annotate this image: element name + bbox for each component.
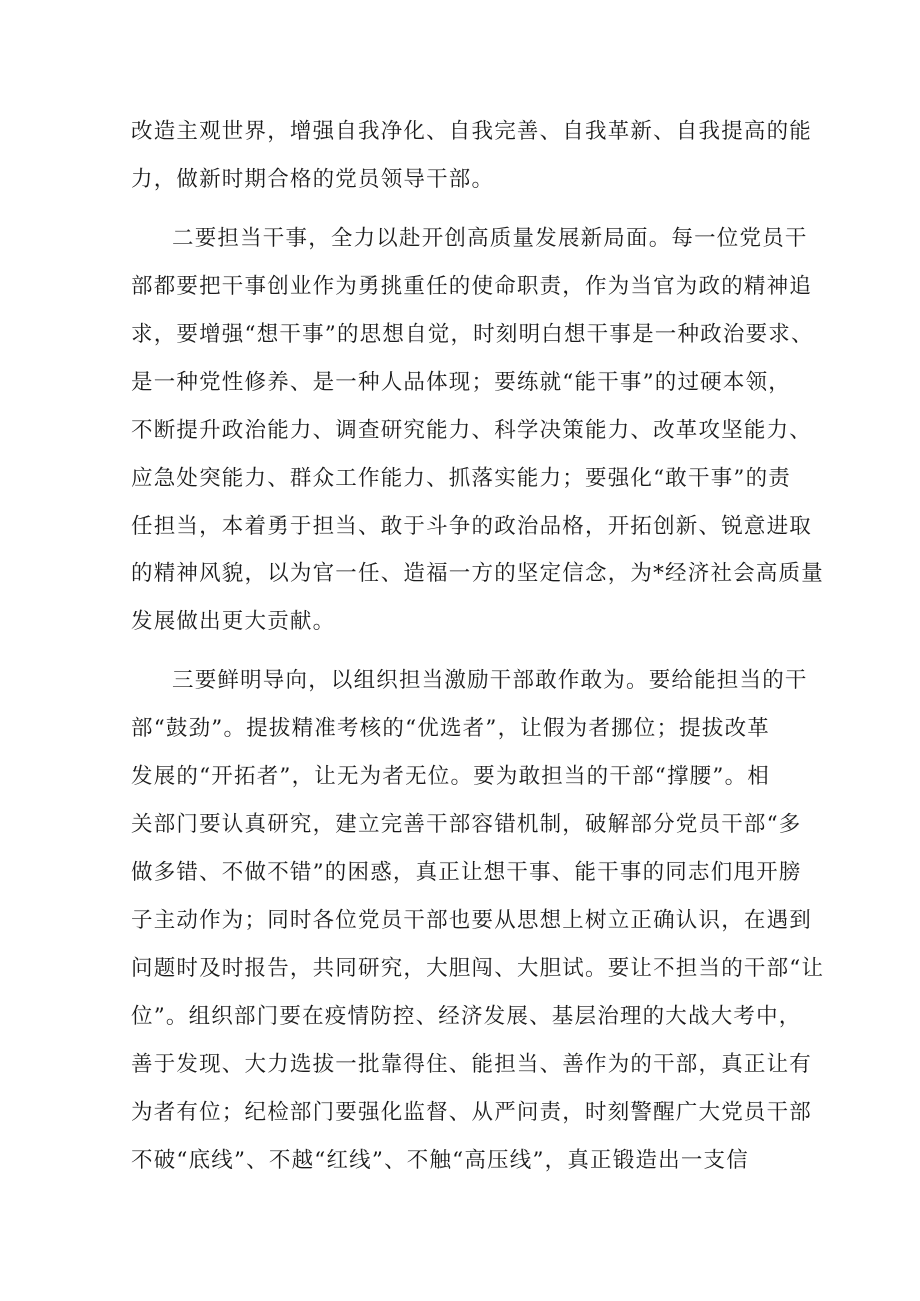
paragraph-2-line-9: 发展做出更大贡献。 [131, 609, 336, 634]
paragraph-2-line-2: 部都要把干事创业作为勇挑重任的使命职责，作为当官为政的精神追 [131, 274, 813, 299]
paragraph-1-line-1: 改造主观世界，增强自我净化、自我完善、自我革新、自我提高的能 [131, 119, 813, 144]
paragraph-2-line-1: 二要担当干事，全力以赴开创高质量发展新局面。每一位党员干 [172, 226, 808, 251]
paragraph-2-line-7: 任担当，本着勇于担当、敢于斗争的政治品格，开拓创新、锐意进取 [131, 514, 813, 539]
paragraph-2-line-3: 求，要增强“想干事”的思想自觉，时刻明白想干事是一种政治要求、 [131, 322, 814, 347]
paragraph-3-line-5: 做多错、不做不错”的困惑，真正让想干事、能干事的同志们甩开膀 [131, 860, 802, 885]
paragraph-3-line-6: 子主动作为；同时各位党员干部也要从思想上树立正确认识，在遇到 [131, 908, 813, 933]
paragraph-3-line-11: 不破“底线”、不越“红线”、不触“高压线”，真正锻造出一支信 [131, 1148, 749, 1173]
paragraph-2-line-5: 不断提升政治能力、调查研究能力、科学决策能力、改革攻坚能力、 [131, 418, 813, 443]
paragraph-3-line-10: 为者有位；纪检部门要强化监督、从严问责，时刻警醒广大党员干部 [131, 1100, 813, 1125]
paragraph-3-line-7: 问题时及时报告，共同研究，大胆闯、大胆试。要让不担当的干部“让 [131, 956, 825, 981]
paragraph-2-line-6: 应急处突能力、群众工作能力、抓落实能力；要强化“敢干事”的责 [131, 466, 791, 491]
paragraph-3-line-2: 部“鼓劲”。提拔精准考核的“优选者”，让假为者挪位；提拔改革 [131, 716, 770, 741]
paragraph-1-line-2: 力，做新时期合格的党员领导干部。 [131, 167, 495, 192]
paragraph-3-line-3: 发展的“开拓者”，让无为者无位。要为敢担当的干部“撑腰”。相 [131, 764, 770, 789]
paragraph-3-line-1: 三要鲜明导向，以组织担当激励干部敢作敢为。要给能担当的干 [172, 668, 808, 693]
paragraph-3-line-9: 善于发现、大力选拔一批靠得住、能担当、善作为的干部，真正让有 [131, 1052, 813, 1077]
paragraph-2-line-8: 的精神风貌，以为官一任、造福一方的坚定信念，为*经济社会高质量 [131, 561, 824, 586]
paragraph-3-line-4: 关部门要认真研究，建立完善干部容错机制，破解部分党员干部“多 [131, 812, 802, 837]
paragraph-2-line-4: 是一种党性修养、是一种人品体现；要练就“能干事”的过硬本领， [131, 370, 791, 395]
paragraph-3-line-8: 位”。组织部门要在疫情防控、经济发展、基层治理的大战大考中， [131, 1004, 802, 1029]
